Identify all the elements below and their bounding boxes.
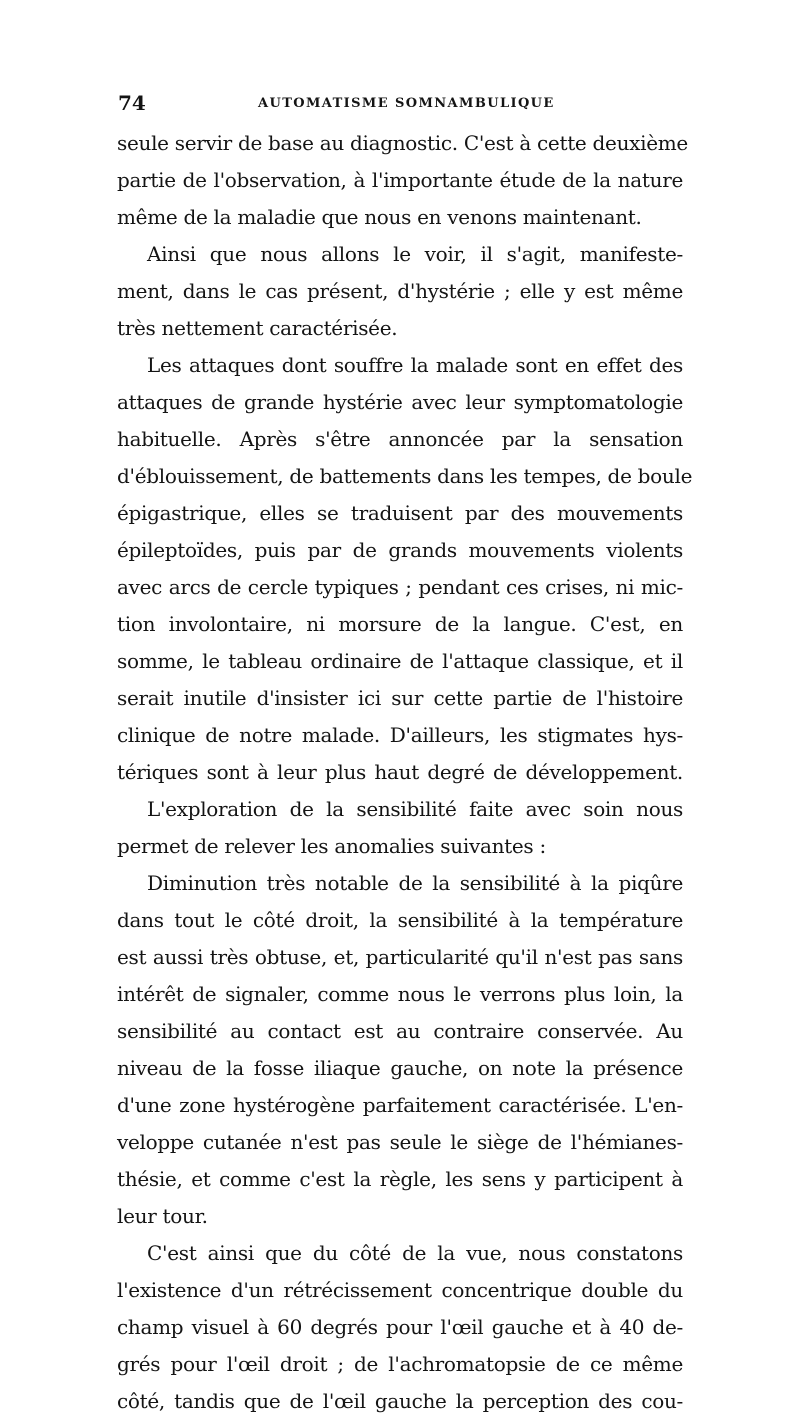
text-line: grés pour l'œil droit ; de l'achromatopsie de ce même <box>117 1352 683 1376</box>
text-line: niveau de la fosse iliaque gauche, on note la présence <box>117 1056 683 1080</box>
text-line: épileptoïdes, puis par de grands mouvements violents <box>117 538 683 562</box>
text-line: clinique de notre malade. D'ailleurs, les stigmates hys- <box>117 723 683 747</box>
text-line: même de la maladie que nous en venons maintenant. <box>117 205 642 229</box>
page-number: 74 <box>118 91 146 115</box>
text-line: tériques sont à leur plus haut degré de développement. <box>117 760 683 784</box>
text-line: Les attaques dont souffre la malade sont en effet des <box>147 353 683 377</box>
text-line: veloppe cutanée n'est pas seule le siège de l'hémianes- <box>117 1130 683 1154</box>
text-line: côté, tandis que de l'œil gauche la perception des cou- <box>117 1389 683 1413</box>
text-line: est aussi très obtuse, et, particularité qu'il n'est pas sans <box>117 945 683 969</box>
text-line: partie de l'observation, à l'importante étude de la nature <box>117 168 683 192</box>
text-line: d'une zone hystérogène parfaitement caractérisée. L'en- <box>117 1093 683 1117</box>
text-line: d'éblouissement, de battements dans les tempes, de boule <box>117 464 693 488</box>
text-line: intérêt de signaler, comme nous le verrons plus loin, la <box>117 982 683 1006</box>
text-line: permet de relever les anomalies suivantes : <box>117 834 546 858</box>
text-line: habituelle. Après s'être annoncée par la sensation <box>117 427 683 451</box>
text-line: serait inutile d'insister ici sur cette partie de l'histoire <box>117 686 683 710</box>
text-line: seule servir de base au diagnostic. C'est à cette deuxième <box>117 131 688 155</box>
text-line: dans tout le côté droit, la sensibilité à la température <box>117 908 683 932</box>
body-text <box>117 125 693 1420</box>
text-line: Diminution très notable de la sensibilité à la piqûre <box>147 871 683 895</box>
text-line: attaques de grande hystérie avec leur symptomatologie <box>117 390 683 414</box>
text-line: avec arcs de cercle typiques ; pendant ces crises, ni mic- <box>117 575 683 599</box>
text-line: sensibilité au contact est au contraire conservée. Au <box>117 1019 683 1043</box>
text-line: épigastrique, elles se traduisent par des mouvements <box>117 501 683 525</box>
text-line: ment, dans le cas présent, d'hystérie ; elle y est même <box>117 279 683 303</box>
text-line: champ visuel à 60 degrés pour l'œil gauche et à 40 de- <box>117 1315 683 1339</box>
text-line: L'exploration de la sensibilité faite avec soin nous <box>147 797 683 821</box>
text-line: très nettement caractérisée. <box>117 316 398 340</box>
text-line: thésie, et comme c'est la règle, les sens y participent à <box>117 1167 683 1191</box>
text-line: tion involontaire, ni morsure de la langue. C'est, en <box>117 612 683 636</box>
text-line: leur tour. <box>117 1204 208 1228</box>
running-head <box>118 88 678 118</box>
text-line: somme, le tableau ordinaire de l'attaque classique, et il <box>117 649 683 673</box>
running-title: AUTOMATISME SOMNAMBULIQUE <box>258 96 555 111</box>
text-line: C'est ainsi que du côté de la vue, nous constatons <box>147 1241 683 1265</box>
text-line: Ainsi que nous allons le voir, il s'agit, manifeste- <box>147 242 683 266</box>
text-line: l'existence d'un rétrécissement concentrique double du <box>117 1278 683 1302</box>
